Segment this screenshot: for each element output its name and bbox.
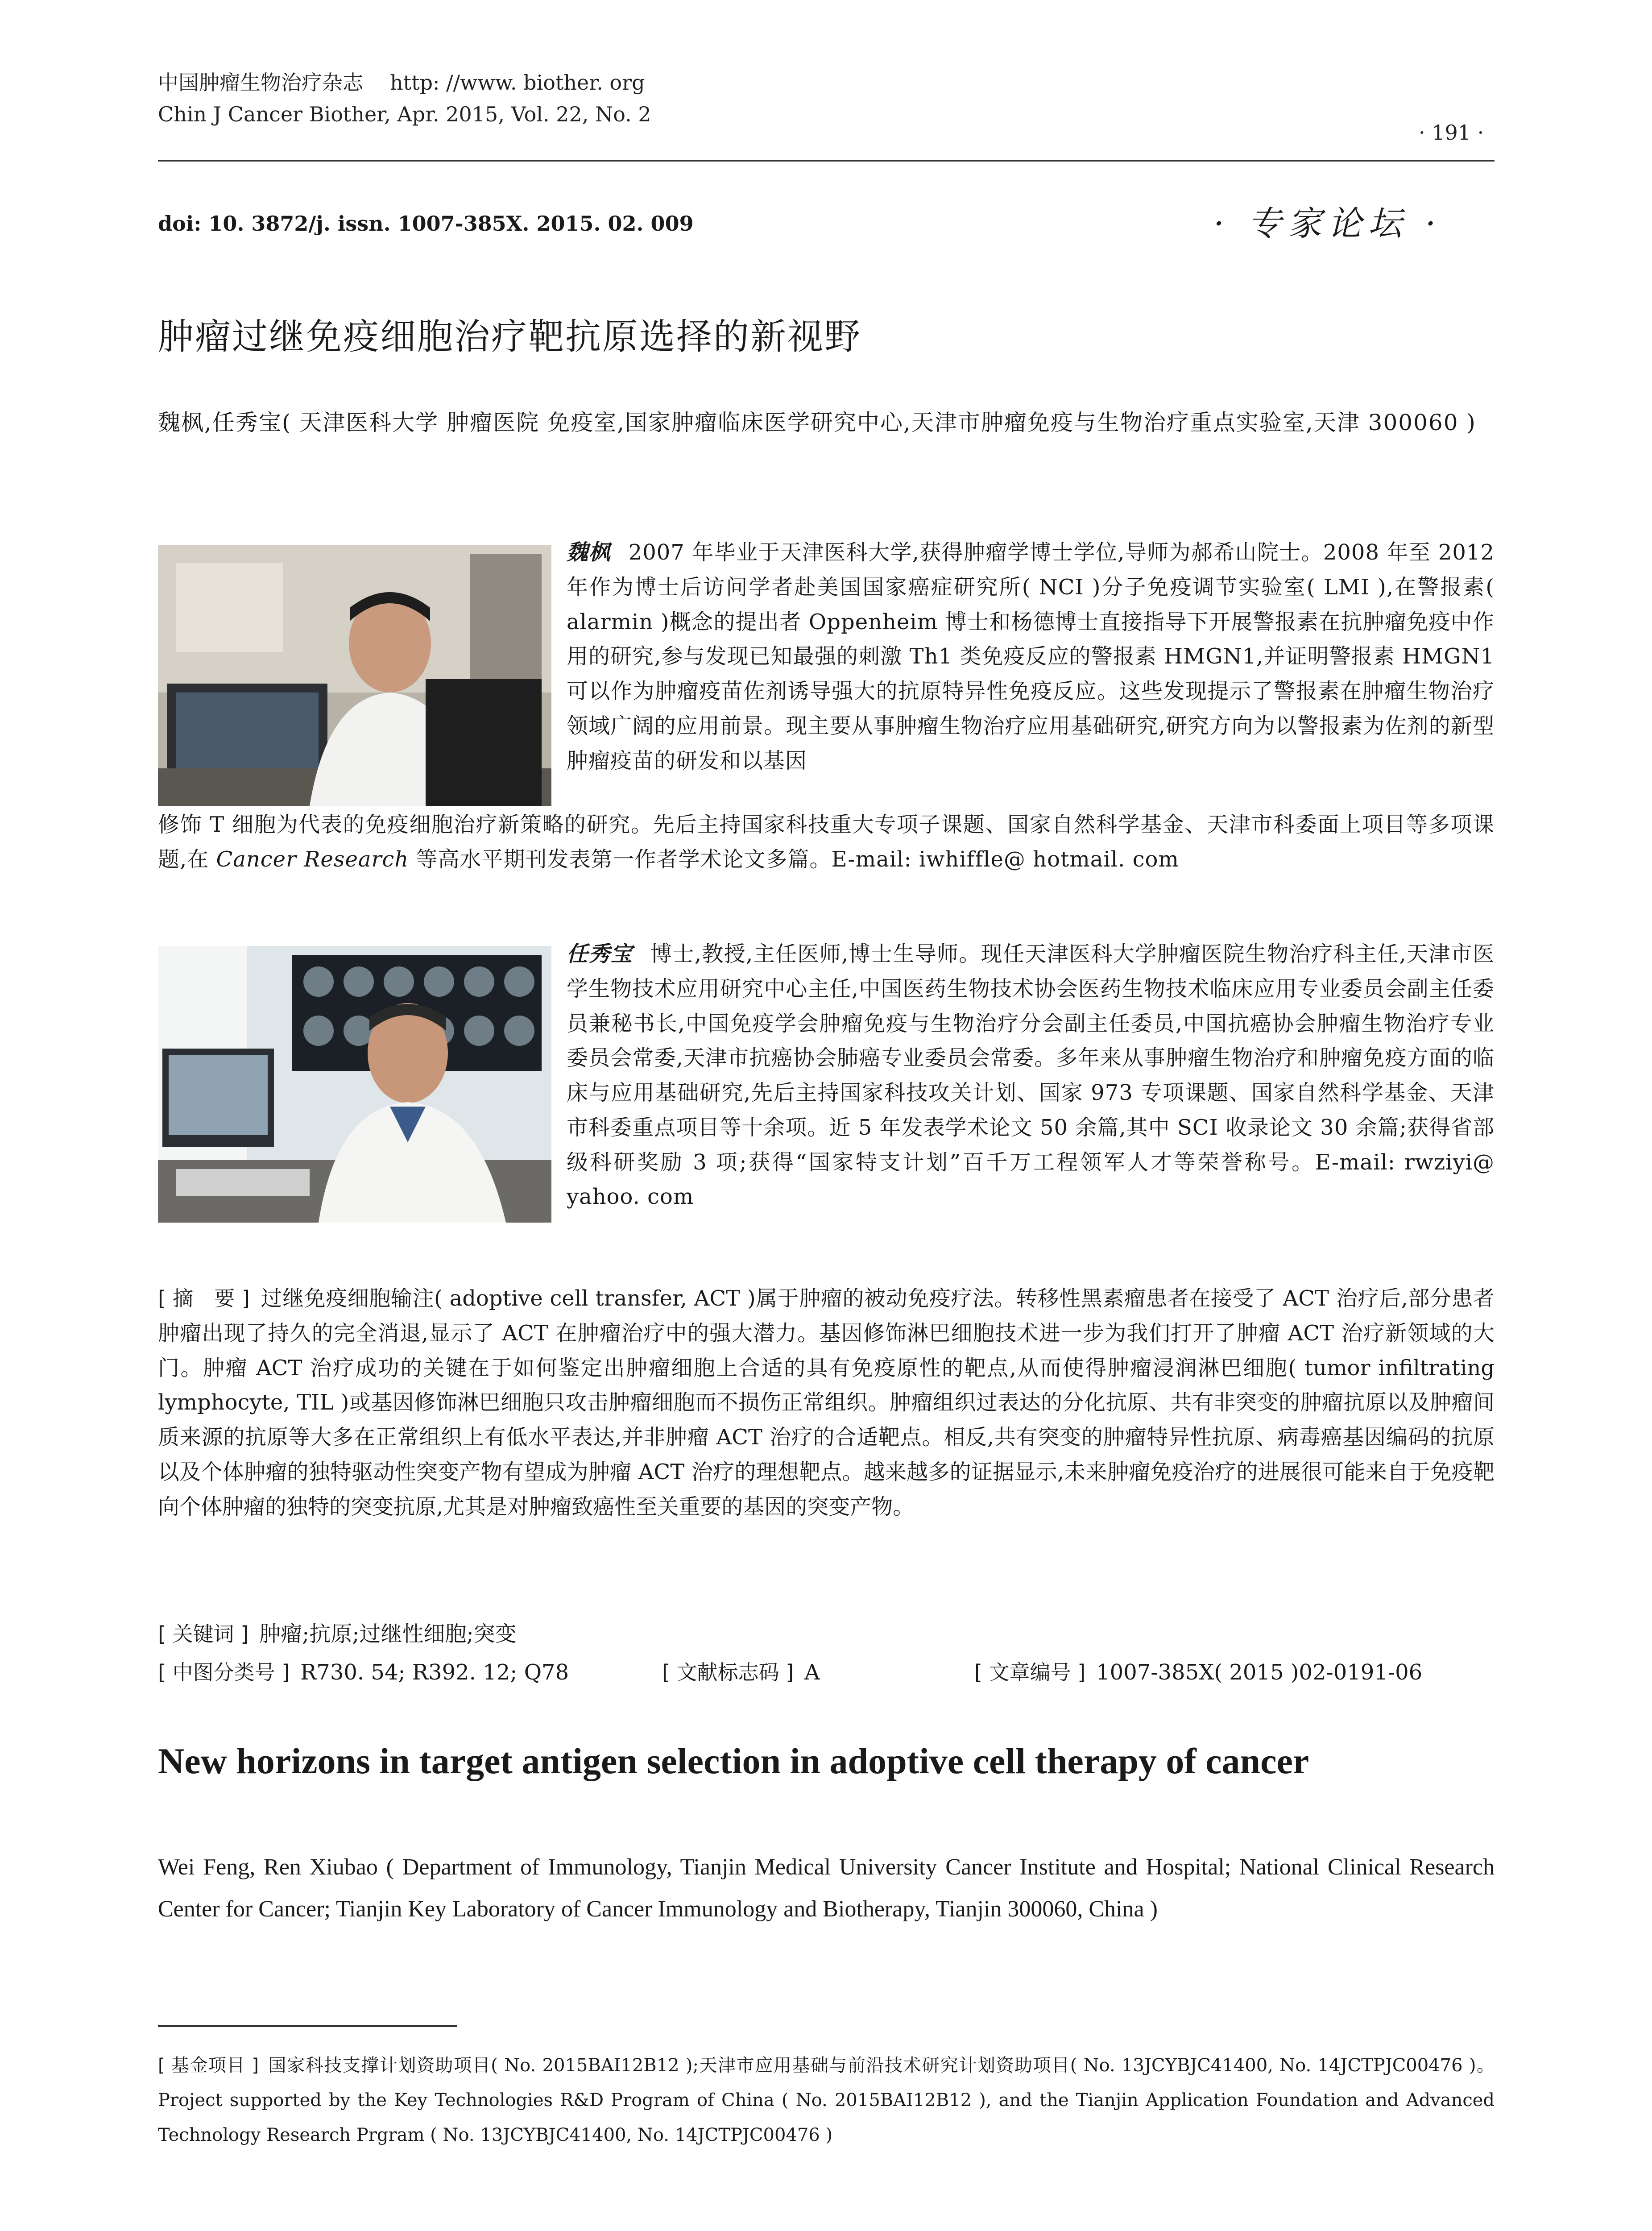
bio-name-ren-xiubao: 任秀宝	[567, 941, 633, 966]
author-bio-wei-feng-cont	[158, 808, 1495, 877]
doi[interactable]: doi: 10. 3872/j. issn. 1007-385X. 2015. 02. 009	[158, 211, 694, 236]
bio-text-wei-feng-cont: 修饰 T 细胞为代表的免疫细胞治疗新策略的研究。先后主持国家科技重大专项子课题、国家自然科学基金、天津市科委面上项目等多项课题,在	[158, 812, 1495, 872]
author-bio-wei-feng	[567, 535, 1495, 778]
article-title-cn: 肿瘤过继免疫细胞治疗靶抗原选择的新视野	[158, 316, 861, 357]
header-rule	[158, 160, 1495, 162]
article-number-label: [ 文章编号 ]	[974, 1660, 1086, 1684]
running-header	[158, 67, 651, 131]
abstract-text: 过继免疫细胞输注( adoptive cell transfer, ACT )属于肿瘤的被动免疫疗法。转移性黑素瘤患者在接受了 ACT 治疗后,部分患者肿瘤出现了持久的完全消退,显示了 ACT 在肿瘤治疗中的强大潜力。基因修饰淋巴细胞技术进一步为我们打开了肿瘤 ACT 治疗新领域的大门。肿瘤 ACT 治疗成功的关键在于如何鉴定出肿瘤细胞上合适的具有免疫原性的靶点,从而使得肿瘤浸润淋巴细胞( tumor infiltrating lymphocyte, TIL )或基因修饰淋巴细胞只攻击肿瘤细胞而不损伤正常组织。肿瘤组织过表达的分化抗原、共有非突变的肿瘤抗原以及肿瘤间质来源的抗原等大多在正常组织上有低水平表达,并非肿瘤 ACT 治疗的合适靶点。相反,共有突变的肿瘤特异性抗原、病毒癌基因编码的抗原以及个体肿瘤的独特驱动性突变产物有望成为肿瘤 ACT 治疗的理想靶点。越来越多的证据显示,未来肿瘤免疫治疗的进展很可能来自于免疫靶向个体肿瘤的独特的突变抗原,尤其是对肿瘤致癌性至关重要的基因的突变产物。	[158, 1286, 1495, 1519]
journal-name-cn: 中国肿瘤生物治疗杂志	[158, 70, 363, 95]
author-photo-ren-xiubao	[158, 946, 551, 1223]
funding-label: [ 基金项目 ]	[158, 2055, 259, 2076]
doc-code-label: [ 文献标志码 ]	[662, 1660, 794, 1684]
footnote-rule	[158, 2025, 457, 2027]
bio-text-ren-xiubao: 博士,教授,主任医师,博士生导师。现任天津医科大学肿瘤医院生物治疗科主任,天津市医学生物技术应用研究中心主任,中国医药生物技术协会医药生物技术临床应用专业委员会副主任委员兼秘书长,中国免疫学会肿瘤免疫与生物治疗分会副主任委员,中国抗癌协会肿瘤生物治疗专业委员会常委,天津市抗癌协会肺癌专业委员会常委。多年来从事肿瘤生物治疗和肿瘤免疫方面的临床与应用基础研究,先后主持国家科技攻关计划、国家 973 专项课题、国家自然科学基金、天津市科委重点项目等十余项。近 5 年发表学术论文 50 余篇,其中 SCI 收录论文 30 余篇;获得省部级科研奖励 3 项;获得“国家特支计划”百千万工程领军人才等荣誉称号。E-mail: rwziyi@ yahoo. com	[567, 941, 1495, 1210]
abstract-label: [ 摘 要 ]	[158, 1286, 250, 1310]
journal-cancer-research: Cancer Research	[216, 846, 409, 872]
keywords-text: 肿瘤;抗原;过继性细胞;突变	[259, 1621, 517, 1646]
authors-en: Wei Feng, Ren Xiubao ( Department of Immunology, Tianjin Medical University Cancer Institute and Hospital; National Clinical Research Center for Cancer; Tianjin Key Laboratory of Cancer Immunology and Biotherapy, Tianjin 300060, China )	[158, 1854, 1495, 1922]
author-bio-ren-xiubao	[567, 937, 1495, 1215]
bio-name-wei-feng: 魏枫	[567, 540, 611, 565]
keywords	[158, 1617, 1495, 1652]
journal-citation-en: Chin J Cancer Biother, Apr. 2015, Vol. 22, No. 2	[158, 102, 651, 127]
clc-label: [ 中图分类号 ]	[158, 1660, 290, 1684]
keywords-label: [ 关键词 ]	[158, 1622, 249, 1646]
clc-value: R730. 54; R392. 12; Q78	[300, 1660, 569, 1685]
column-heading: · 专家论坛 ·	[1213, 203, 1442, 243]
journal-url[interactable]: http: //www. biother. org	[390, 70, 645, 95]
funding-note	[158, 2048, 1495, 2152]
article-title-en: New horizons in target antigen selection in adoptive cell therapy of cancer	[158, 1741, 1309, 1781]
classification-row	[158, 1655, 1496, 1690]
article-number-value: 1007-385X( 2015 )02-0191-06	[1096, 1660, 1423, 1685]
authors-cn: 魏枫,任秀宝( 天津医科大学 肿瘤医院 免疫室,国家肿瘤临床医学研究中心,天津市肿瘤免疫与生物治疗重点实验室,天津 300060 )	[158, 410, 1476, 435]
author-photo-wei-feng	[158, 545, 551, 806]
page-number: · 191 ·	[1419, 120, 1484, 145]
doc-code-value: A	[804, 1660, 820, 1685]
bio-text-wei-feng: 2007 年毕业于天津医科大学,获得肿瘤学博士学位,导师为郝希山院士。2008 年至 2012 年作为博士后访问学者赴美国国家癌症研究所( NCI )分子免疫调节实验室( LMI ),在警报素( alarmin )概念的提出者 Oppenheim 博士和杨德博士直接指导下开展警报素在抗肿瘤免疫中作用的研究,参与发现已知最强的刺激 Th1 类免疫反应的警报素 HMGN1,并证明警报素 HMGN1 可以作为肿瘤疫苗佐剂诱导强大的抗原特异性免疫反应。这些发现提示了警报素在肿瘤生物治疗领域广阔的应用前景。现主要从事肿瘤生物治疗应用基础研究,研究方向为以警报素为佐剂的新型肿瘤疫苗的研发和以基因	[567, 540, 1495, 773]
abstract	[158, 1281, 1495, 1524]
bio-email-wei-feng: 等高水平期刊发表第一作者学术论文多篇。E-mail: iwhiffle@ hotmail. com	[416, 846, 1179, 872]
funding-text: 国家科技支撑计划资助项目( No. 2015BAI12B12 );天津市应用基础与前沿技术研究计划资助项目( No. 13JCYBJC41400, No. 14JCTPJC00476 )。Project supported by the Key Technologies R&D Program of China ( No. 2015BAI12B12 ), and the Tianjin Application Foundation and Advanced Technology Research Prgram ( No. 13JCYBJC41400, No. 14JCTPJC00476 )	[158, 2055, 1495, 2145]
